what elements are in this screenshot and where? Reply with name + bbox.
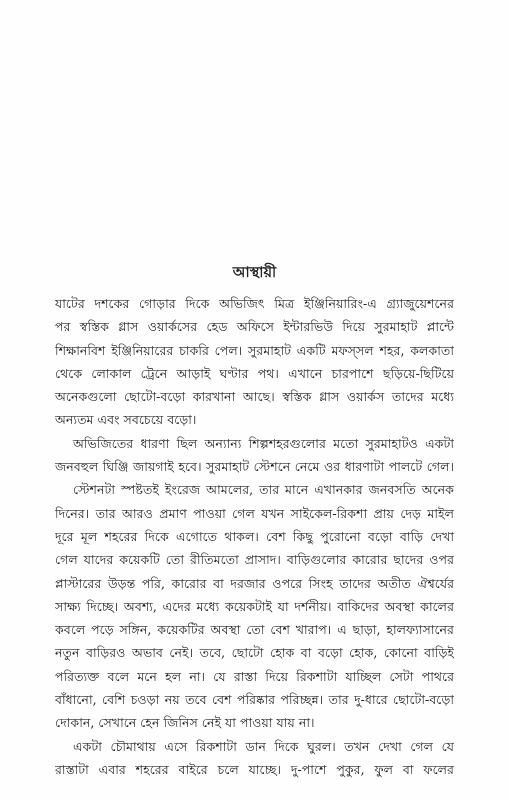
text-line: যাটের দশকের গোড়ার দিকে অভিজিৎ মিত্র ইঞ্জিনিয়ারিং-এ গ্র্যাজুয়েশনের — [55, 296, 454, 311]
text-line: গেল যাদের কয়েকটি তো রীতিমতো প্রাসাদ। বাড়িগুলোর কারোর ছাদের ওপর — [55, 552, 454, 568]
text-line: অভিজিতের ধারণা ছিল অন্যান্য শিল্পশহরগুলোর মতো সুরমাহাটও একটা — [73, 435, 454, 451]
chapter-title: আস্থায়ী — [232, 264, 277, 281]
text-line: জনবহুল ঘিঞ্জি জায়গাই হবে। সুরমাহাট স্টেশনে নেমে ওর ধারণাটা পালটে গেল। — [55, 459, 454, 475]
text-line: সাক্ষ্য দিচ্ছে। অবশ্য, এদের মধ্যে কয়েকটাই যা দর্শনীয়। বাকিদের অবস্থা কালের — [55, 598, 454, 614]
text-line: প্লাস্টারের উড়ন্ত পরি, কারোর বা দরজার ওপরে সিংহ তাদের অতীত ঐশ্বর্যের — [55, 575, 454, 591]
text-line: নতুন বাড়িরও অভাব নেই। তবে, ছোটো হোক বা বড়ো হোক, কোনো বাড়িই — [55, 645, 454, 661]
text-line: দোকান, সেখানে হেন জিনিস নেই যা পাওয়া যায় না। — [55, 715, 315, 731]
text-line: বাঁধানো, বেশি চওড়া নয় তবে বেশ পরিষ্কার পরিচ্ছন্ন। তার দু-ধারে ছোটো-বড়ো — [55, 692, 454, 708]
text-line: অন্যতম এবং সবচেয়ে বড়ো। — [55, 412, 197, 428]
text-line: দূরে মূল শহরের দিকে এগোতে থাকল। বেশ কিছু পুরোনো বড়ো বাড়ি দেখা — [55, 528, 454, 544]
text-line: দিনের। তার আরও প্রমাণ পাওয়া গেল যখন সাইকেল-রিকশা প্রায় দেড় মাইল — [55, 505, 454, 521]
text-line: কবলে পড়ে সঙ্গিন, কয়েকটির অবস্থা তো বেশ খারাপ। এ ছাড়া, হালফ্যাসানের — [55, 622, 454, 638]
text-line: থেকে লোকাল ট্রেনে আড়াই ঘণ্টার পথ। এখানে চারপাশে ছড়িয়ে-ছিটিয়ে — [55, 365, 454, 381]
text-line: শিক্ষানবিশ ইঞ্জিনিয়ারের চাকরি পেল। সুরমাহাট একটি মফস্সল শহর, কলকাতা — [55, 342, 454, 358]
text-line: পরিত্যক্ত বলে মনে হল না। যে রাস্তা দিয়ে রিকশাটা যাচ্ছিল সেটা পাথরে — [55, 668, 454, 684]
text-line: পর স্বস্তিক গ্লাস ওয়ার্কসের হেড অফিসে ইন্টারভিউ দিয়ে সুরমাহাট প্লান্টে — [55, 319, 454, 335]
text-line: অনেকগুলো ছোটো-বড়ো কারখানা আছে। স্বস্তিক গ্লাস ওয়ার্কস তাদের মধ্যে — [55, 389, 454, 405]
body-text — [55, 292, 454, 781]
text-line: রাস্তাটা এবার শহরের বাইরে চলে যাচ্ছে। দু-পাশে পুকুর, ফুল বা ফলের — [55, 761, 454, 777]
text-line: একটা চৌমাথায় এসে রিকশাটা ডান দিকে ঘুরল। তখন দেখা গেল যে — [73, 738, 454, 754]
text-line: স্টেশনটা স্পষ্টতই ইংরেজ আমলের, তার মানে এখানকার জনবসতি অনেক — [73, 482, 454, 498]
